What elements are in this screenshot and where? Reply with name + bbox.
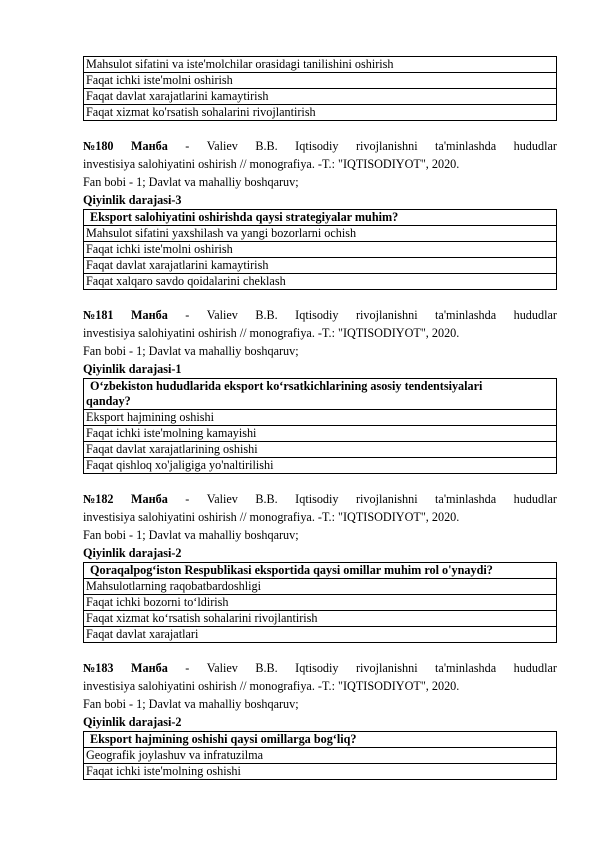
- table-row: [84, 595, 557, 611]
- question-text-line-1: O‘zbekiston hududlarida eksport ko‘rsatkichlarining asosiy tendentsiyalari: [90, 379, 483, 393]
- question-block-183: [83, 659, 557, 780]
- source-line-2: investisiya salohiyatini oshirish // monografiya. -T.: "IQTISODIYOT", 2020.: [83, 326, 460, 340]
- question-table: [83, 378, 557, 474]
- source-word: Valiev: [206, 308, 238, 322]
- source-line-3: Fan bobi - 1; Davlat va mahalliy boshqaruv;: [83, 697, 299, 711]
- source-word: ta'minlashda: [435, 308, 497, 322]
- manba-label: Манба: [130, 661, 168, 675]
- question-row: [84, 732, 557, 748]
- manba-label: Манба: [130, 139, 168, 153]
- source-word: -: [185, 139, 190, 153]
- source-word: hududlar: [513, 492, 557, 506]
- source-word: B.B.: [255, 661, 278, 675]
- table-row: [84, 242, 557, 258]
- source-word: rivojlanishni: [355, 661, 418, 675]
- table-row: [84, 458, 557, 474]
- table-row: [84, 748, 557, 764]
- answer-cell: Faqat ichki iste'molning oshishi: [84, 764, 557, 780]
- question-block-181: [83, 306, 557, 474]
- answer-cell: Faqat xizmat ko'rsatish sohalarini rivojlantirish: [84, 105, 557, 121]
- source-word: ta'minlashda: [435, 139, 497, 153]
- answer-cell: Faqat davlat xarajatlarining oshishi: [84, 442, 557, 458]
- table-row: [84, 258, 557, 274]
- source-word: ta'minlashda: [435, 492, 497, 506]
- table-row: [84, 89, 557, 105]
- document-page: [83, 56, 557, 780]
- answer-cell: Mahsulot sifatini yaxshilash va yangi bozorlarni ochish: [84, 226, 557, 242]
- question-row: [84, 210, 557, 226]
- question-table: [83, 209, 557, 290]
- answer-table-top: [83, 56, 557, 121]
- table-row: [84, 274, 557, 290]
- source-word: ta'minlashda: [435, 661, 497, 675]
- question-number: №183: [83, 661, 114, 675]
- source-reference: [83, 659, 557, 713]
- answer-cell: Faqat ichki iste'molni oshirish: [84, 73, 557, 89]
- answer-cell: Faqat ichki iste'molning kamayishi: [84, 426, 557, 442]
- difficulty-level: Qiyinlik darajasi-2: [83, 546, 182, 560]
- difficulty-level: Qiyinlik darajasi-2: [83, 715, 182, 729]
- question-text: Qoraqalpog‘iston Respublikasi eksportida qaysi omillar muhim rol o'ynaydi?: [84, 563, 557, 579]
- table-row: [84, 442, 557, 458]
- table-row: [84, 226, 557, 242]
- source-word: -: [185, 492, 190, 506]
- table-row: [84, 579, 557, 595]
- source-line-3: Fan bobi - 1; Davlat va mahalliy boshqaruv;: [83, 528, 299, 542]
- answer-cell: Faqat ichki bozorni to‘ldirish: [84, 595, 557, 611]
- answer-cell: Faqat xalqaro savdo qoidalarini cheklash: [84, 274, 557, 290]
- answer-cell: Faqat davlat xarajatlari: [84, 627, 557, 643]
- question-block-182: [83, 490, 557, 643]
- source-line-1: [83, 659, 557, 677]
- question-text-line-2: qanday?: [86, 394, 131, 408]
- source-word: rivojlanishni: [355, 308, 418, 322]
- source-word: B.B.: [255, 139, 278, 153]
- table-row: [84, 764, 557, 780]
- question-block-180: [83, 137, 557, 290]
- answer-cell: Faqat davlat xarajatlarini kamaytirish: [84, 89, 557, 105]
- source-word: Valiev: [206, 492, 238, 506]
- source-line-1: [83, 137, 557, 155]
- source-word: B.B.: [255, 308, 278, 322]
- source-line-2: investisiya salohiyatini oshirish // monografiya. -T.: "IQTISODIYOT", 2020.: [83, 679, 460, 693]
- answer-cell: Mahsulotlarning raqobatbardoshligi: [84, 579, 557, 595]
- answer-cell: Geografik joylashuv va infratuzilma: [84, 748, 557, 764]
- source-reference: [83, 306, 557, 360]
- answer-cell: Faqat qishloq xo'jaligiga yo'naltirilishi: [84, 458, 557, 474]
- source-word: Iqtisodiy: [295, 139, 339, 153]
- answer-cell: Eksport hajmining oshishi: [84, 410, 557, 426]
- source-word: rivojlanishni: [355, 139, 418, 153]
- source-word: Iqtisodiy: [295, 661, 339, 675]
- question-number: №181: [83, 308, 114, 322]
- manba-label: Манба: [130, 308, 168, 322]
- table-row: [84, 57, 557, 73]
- source-word: Valiev: [206, 661, 238, 675]
- source-word: hududlar: [513, 661, 557, 675]
- question-table: [83, 731, 557, 780]
- difficulty-level: Qiyinlik darajasi-1: [83, 362, 182, 376]
- answer-cell: Faqat xizmat ko‘rsatish sohalarini rivojlantirish: [84, 611, 557, 627]
- table-row: [84, 73, 557, 89]
- table-row: [84, 627, 557, 643]
- question-text: Eksport hajmining oshishi qaysi omillarga bog‘liq?: [84, 732, 557, 748]
- question-number: №182: [83, 492, 114, 506]
- table-row: [84, 611, 557, 627]
- source-line-2: investisiya salohiyatini oshirish // monografiya. -T.: "IQTISODIYOT", 2020.: [83, 510, 460, 524]
- question-row: [84, 563, 557, 579]
- source-word: rivojlanishni: [355, 492, 418, 506]
- question-text: [84, 379, 557, 410]
- answer-cell: Faqat ichki iste'molni oshirish: [84, 242, 557, 258]
- answer-cell: Mahsulot sifatini va iste'molchilar orasidagi tanilishini oshirish: [84, 57, 557, 73]
- source-line-2: investisiya salohiyatini oshirish // monografiya. -T.: "IQTISODIYOT", 2020.: [83, 157, 460, 171]
- difficulty-level: Qiyinlik darajasi-3: [83, 193, 182, 207]
- question-row: [84, 379, 557, 410]
- manba-label: Манба: [130, 492, 168, 506]
- table-row: [84, 410, 557, 426]
- source-word: Iqtisodiy: [295, 492, 339, 506]
- source-word: -: [185, 661, 190, 675]
- source-line-3: Fan bobi - 1; Davlat va mahalliy boshqaruv;: [83, 175, 299, 189]
- source-word: hududlar: [513, 139, 557, 153]
- table-row: [84, 105, 557, 121]
- source-word: Valiev: [206, 139, 238, 153]
- source-word: hududlar: [513, 308, 557, 322]
- source-line-1: [83, 490, 557, 508]
- source-line-1: [83, 306, 557, 324]
- source-line-3: Fan bobi - 1; Davlat va mahalliy boshqaruv;: [83, 344, 299, 358]
- source-word: B.B.: [255, 492, 278, 506]
- answer-cell: Faqat davlat xarajatlarini kamaytirish: [84, 258, 557, 274]
- source-reference: [83, 490, 557, 544]
- question-text: Eksport salohiyatini oshirishda qaysi strategiyalar muhim?: [84, 210, 557, 226]
- table-row: [84, 426, 557, 442]
- question-table: [83, 562, 557, 643]
- source-reference: [83, 137, 557, 191]
- question-number: №180: [83, 139, 114, 153]
- source-word: Iqtisodiy: [295, 308, 339, 322]
- source-word: -: [185, 308, 190, 322]
